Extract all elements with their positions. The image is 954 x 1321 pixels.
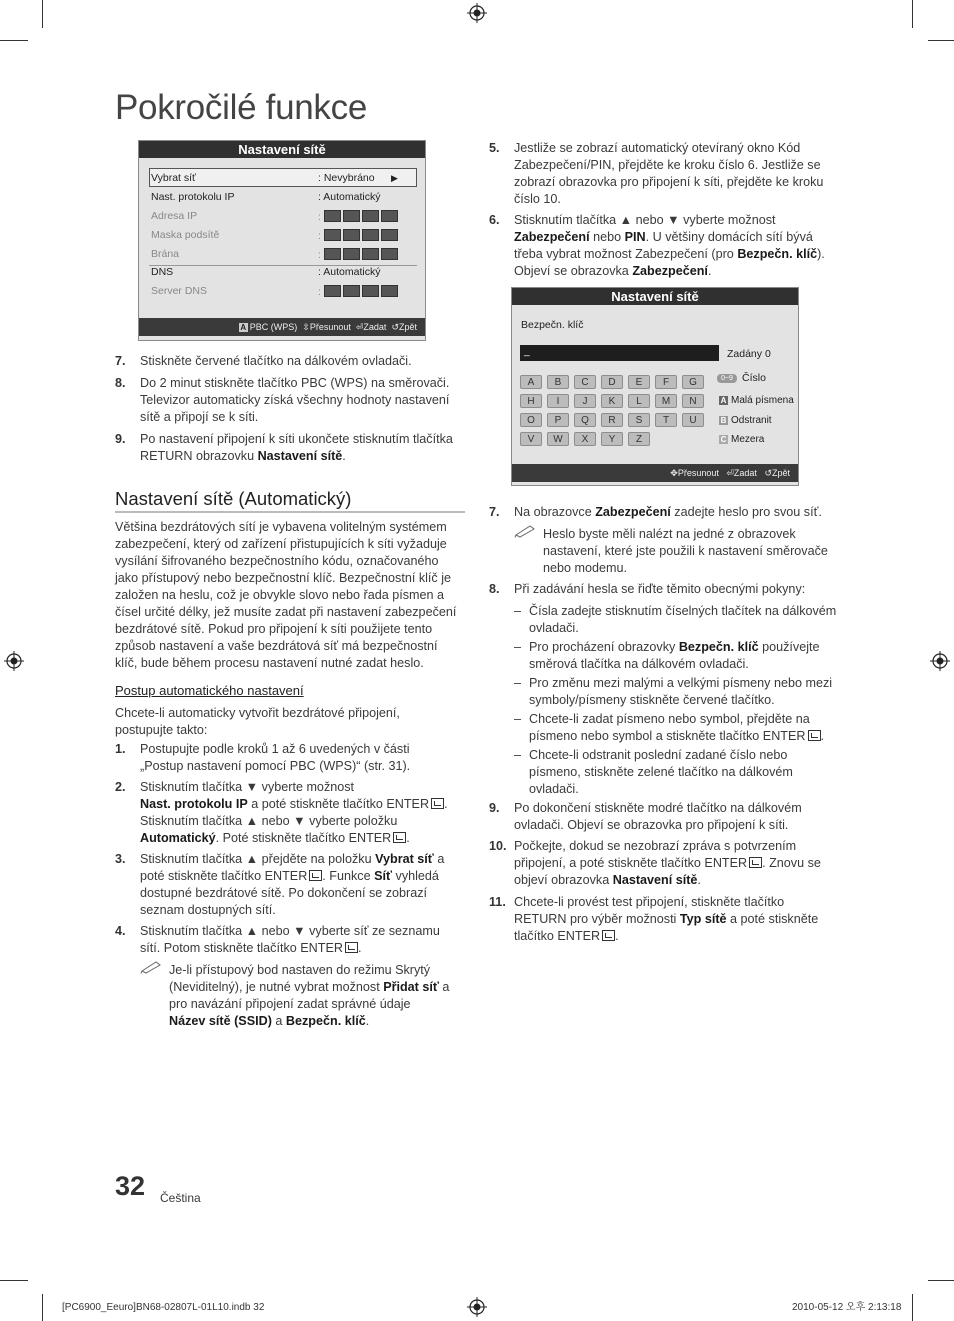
- bullet-text: symboly/písmeny stiskněte červené tlačítko.: [529, 693, 775, 707]
- key-t[interactable]: T: [655, 413, 677, 427]
- c-key-icon: C: [720, 435, 727, 444]
- network-settings-panel: [138, 140, 426, 341]
- step-number: 11.: [489, 895, 506, 909]
- paragraph-line: založen na heslu, což je obvykle slovo nebo řada písmen a: [115, 588, 445, 602]
- subsection-title: Postup automatického nastavení: [115, 683, 304, 698]
- bullet-text: ovladači.: [529, 621, 579, 635]
- paragraph-line: klíč, bude během procesu nastavení nutné zadat heslo.: [115, 656, 424, 670]
- bullet-text: ovladači.: [529, 782, 579, 796]
- step-text: Automatický. Poté stiskněte tlačítko ENTER .: [140, 831, 410, 845]
- key-d[interactable]: D: [601, 375, 623, 389]
- step-text: Stisknutím tlačítka ▲ nebo ▼ vyberte síť ze seznamu: [140, 924, 440, 938]
- security-key-input[interactable]: _: [520, 345, 719, 361]
- step-text: Po dokončení stiskněte modré tlačítko na dálkovém: [514, 801, 802, 815]
- entered-count: Zadány 0: [727, 348, 771, 360]
- note-pencil-icon: [514, 524, 536, 538]
- enter-icon: [393, 832, 406, 843]
- section-rule: [115, 511, 465, 513]
- step-number: 6.: [489, 213, 500, 227]
- a-key-icon: A: [240, 323, 247, 333]
- move-icon: ✥: [670, 468, 678, 478]
- row-label[interactable]: Vybrat síť: [151, 172, 196, 184]
- step-text: RETURN pro výběr možnosti Typ sítě a poté stiskněte: [514, 912, 819, 926]
- row-label[interactable]: DNS: [151, 266, 174, 278]
- step-text: sítě a připojí se k síti.: [140, 410, 259, 424]
- step-text: připojení, a poté stiskněte tlačítko ENTER . Znovu se: [514, 856, 821, 870]
- section-title: Nastavení sítě (Automatický): [115, 488, 352, 509]
- dns-server-boxes: :: [318, 284, 400, 299]
- enter-icon: [808, 730, 821, 741]
- note-text: nebo modemu.: [543, 561, 628, 575]
- bullet-text: Chcete-li zadat písmeno nebo symbol, přejděte na: [529, 712, 810, 726]
- row-label: Brána: [151, 248, 180, 260]
- key-p[interactable]: P: [547, 413, 569, 427]
- key-m[interactable]: M: [655, 394, 677, 408]
- key-k[interactable]: K: [601, 394, 623, 408]
- step-number: 4.: [115, 924, 126, 938]
- security-key-panel: [511, 287, 799, 486]
- enter-icon: [749, 857, 762, 868]
- return-icon: ↺: [391, 322, 399, 332]
- step-number: 10.: [489, 839, 507, 853]
- option-number: Číslo: [742, 372, 766, 384]
- key-u[interactable]: U: [682, 413, 704, 427]
- dash-bullet: –: [514, 676, 522, 690]
- key-y[interactable]: Y: [601, 432, 623, 446]
- gateway-boxes: :: [318, 247, 400, 262]
- note-text: Název sítě (SSID) a Bezpečn. klíč.: [169, 1014, 370, 1028]
- dash-bullet: –: [514, 604, 522, 618]
- crop-mark: [928, 1280, 954, 1281]
- step-text: Po nastavení připojení k síti ukončete stisknutím tlačítka: [140, 432, 453, 446]
- crop-mark: [0, 1280, 28, 1281]
- enter-icon: [431, 798, 444, 809]
- back-hint: Zpět: [771, 468, 790, 478]
- number-badge-icon: 0~9: [717, 374, 737, 383]
- return-icon: ↺: [764, 468, 772, 478]
- step-number: 9.: [115, 432, 126, 446]
- step-text: „Postup nastavení pomocí PBC (WPS)“ (str. 31).: [140, 759, 411, 773]
- file-name: [PC6900_Eeuro]BN68-02807L-01L10.indb 32: [62, 1302, 265, 1313]
- option-delete: Odstranit: [731, 415, 772, 426]
- note-text: (Neviditelný), je nutné vybrat možnost Přidat síť a: [169, 980, 450, 994]
- move-icon: ⇳: [302, 322, 310, 332]
- key-w[interactable]: W: [547, 432, 569, 446]
- dash-bullet: –: [514, 712, 522, 726]
- subnet-mask-boxes: :: [318, 228, 400, 243]
- row-label: Maska podsítě: [151, 229, 220, 241]
- paragraph-line: čísel určité délky, jež musíte zadat při nastavení zabezpečení: [115, 605, 457, 619]
- registration-mark-icon: [930, 651, 950, 671]
- intro-line: postupujte takto:: [115, 723, 208, 737]
- enter-icon: [345, 942, 358, 953]
- key-n[interactable]: N: [682, 394, 704, 408]
- bullet-text: Pro změnu mezi malými a velkými písmeny nebo mezi: [529, 676, 833, 690]
- step-text: Při zadávání hesla se řiďte těmito obecnými pokyny:: [514, 582, 806, 596]
- step-text: Zabezpečení nebo PIN. U většiny domácích sítí bývá: [514, 230, 813, 244]
- step-number: 8.: [489, 582, 500, 596]
- key-v[interactable]: V: [520, 432, 542, 446]
- paragraph-line: jako přístupový nebo bezpečnostní klíč. Bezpečnostní klíč je: [115, 571, 452, 585]
- enter-icon: [602, 930, 615, 941]
- intro-line: Chcete-li automaticky vytvořit bezdrátové připojení,: [115, 706, 400, 720]
- row-label[interactable]: Nast. protokolu IP: [151, 191, 235, 203]
- bullet-text: písmeno, stiskněte zelené tlačítko na dálkovém: [529, 765, 793, 779]
- crop-mark: [912, 1294, 913, 1321]
- row-value: : Automatický: [318, 191, 381, 203]
- print-date: 2010-05-12 오후 2:13:18: [792, 1302, 902, 1313]
- note-text: pro navázání připojení zadat správné údaje: [169, 997, 411, 1011]
- move-hint: Přesunout: [677, 468, 719, 478]
- step-text: Stisknutím tlačítka ▲ přejděte na položku Vybrat síť a: [140, 852, 445, 866]
- step-number: 9.: [489, 801, 500, 815]
- key-l[interactable]: L: [628, 394, 650, 408]
- bullet-text: písmeno nebo symbol a stiskněte tlačítko ENTER .: [529, 729, 824, 743]
- bullet-text: Chcete-li odstranit poslední zadané číslo nebo: [529, 748, 788, 762]
- paragraph-line: zabezpečení, který od zařízení přistupujících k síti vyžaduje: [115, 537, 447, 551]
- dash-bullet: –: [514, 748, 522, 762]
- key-z[interactable]: Z: [628, 432, 650, 446]
- key-h[interactable]: H: [520, 394, 542, 408]
- enter-icon: ⏎: [726, 468, 734, 478]
- step-text: Zabezpečení/PIN, přejděte ke kroku číslo 6. Jestliže se: [514, 158, 821, 172]
- step-text: Objeví se obrazovka Zabezpečení.: [514, 264, 712, 278]
- step-text: RETURN obrazovku Nastavení sítě.: [140, 449, 346, 463]
- step-text: Stisknutím tlačítka ▲ nebo ▼ vyberte položku: [140, 814, 398, 828]
- step-text: Televizor automaticky získá všechny hodnoty nastavení: [140, 393, 450, 407]
- bullet-text: Pro procházení obrazovky Bezpečn. klíč používejte: [529, 640, 820, 654]
- step-text: dostupné bezdrátové sítě. Po dokončení se zobrazí: [140, 886, 428, 900]
- key-o[interactable]: O: [520, 413, 542, 427]
- step-text: třeba vybrat možnost Zabezpečení (pro Bezpečn. klíč).: [514, 247, 825, 261]
- key-s[interactable]: S: [628, 413, 650, 427]
- step-text: ovladači. Objeví se obrazovka pro připojení k síti.: [514, 818, 789, 832]
- step-text: zobrazí obrazovka pro připojení k síti, přejděte ke kroku: [514, 175, 824, 189]
- b-key-icon: B: [720, 416, 727, 425]
- step-number: 2.: [115, 780, 126, 794]
- step-text: seznam dostupných sítí.: [140, 903, 276, 917]
- paragraph-line: bezdrátové sítě. Pokud pro připojení k síti použijete tento: [115, 622, 433, 636]
- enter-icon: ⏎: [355, 322, 364, 332]
- option-space: Mezera: [731, 434, 765, 445]
- row-value: : Automatický: [318, 266, 381, 278]
- dash-bullet: –: [514, 640, 522, 654]
- step-text: objeví obrazovka Nastavení sítě.: [514, 873, 701, 887]
- step-text: tlačítko ENTER .: [514, 929, 619, 943]
- enter-hint: Zadat: [733, 468, 757, 478]
- back-hint: Zpět: [398, 322, 417, 332]
- crop-mark: [928, 40, 954, 41]
- paragraph-line: vysílání šifrovaného bezpečnostního kódu, označovaného: [115, 554, 439, 568]
- key-x[interactable]: X: [574, 432, 596, 446]
- pbc-hint: PBC (WPS): [249, 322, 298, 332]
- row-label: Adresa IP: [151, 210, 198, 222]
- note-text: nastavení, které jste použili k nastavení směrovače: [543, 544, 828, 558]
- page-number: 32: [115, 1171, 146, 1201]
- step-text: Stisknutím tlačítka ▲ nebo ▼ vyberte možnost: [514, 213, 776, 227]
- key-g[interactable]: G: [682, 375, 704, 389]
- step-number: 1.: [115, 742, 126, 756]
- enter-icon: [309, 870, 322, 881]
- note-pencil-icon: [140, 960, 162, 974]
- key-e[interactable]: E: [628, 375, 650, 389]
- key-c[interactable]: C: [574, 375, 596, 389]
- step-text: Nast. protokolu IP a poté stiskněte tlačítko ENTER .: [140, 797, 448, 811]
- panel-title: Nastavení sítě: [139, 141, 425, 158]
- crop-mark: [42, 1294, 43, 1321]
- key-i[interactable]: I: [547, 394, 569, 408]
- registration-mark-icon: [467, 3, 487, 23]
- key-r[interactable]: R: [601, 413, 623, 427]
- panel-footer: [139, 318, 425, 336]
- row-label: Server DNS: [151, 285, 208, 297]
- step-text: poté stiskněte tlačítko ENTER . Funkce Síť vyhledá: [140, 869, 439, 883]
- panel-footer: [512, 464, 798, 482]
- step-text: Stisknutím tlačítka ▼ vyberte možnost: [140, 780, 355, 794]
- move-hint: Přesunout: [309, 322, 351, 332]
- step-text: Postupujte podle kroků 1 až 6 uvedených v části: [140, 742, 410, 756]
- crop-mark: [42, 0, 43, 28]
- ip-address-boxes: :: [318, 209, 400, 224]
- note-text: Heslo byste měli nalézt na jedné z obrazovek: [543, 527, 796, 541]
- option-lowercase: Malá písmena: [731, 395, 794, 406]
- enter-hint: Zadat: [363, 322, 387, 332]
- panel-title: Nastavení sítě: [512, 288, 798, 305]
- step-text: Do 2 minut stiskněte tlačítko PBC (WPS) na směrovači.: [140, 376, 450, 390]
- step-text: Na obrazovce Zabezpečení zadejte heslo pro svou síť.: [514, 505, 822, 519]
- step-text: sítí. Potom stiskněte tlačítko ENTER .: [140, 941, 362, 955]
- key-f[interactable]: F: [655, 375, 677, 389]
- key-b[interactable]: B: [547, 375, 569, 389]
- a-key-icon: A: [720, 396, 727, 405]
- paragraph-line: Většina bezdrátových sítí je vybavena volitelným systémem: [115, 520, 447, 534]
- registration-mark-icon: [4, 651, 24, 671]
- row-value: : Nevybráno: [318, 172, 375, 184]
- note-text: Je-li přístupový bod nastaven do režimu Skrytý: [169, 963, 431, 977]
- key-j[interactable]: J: [574, 394, 596, 408]
- crop-mark: [0, 40, 28, 41]
- key-q[interactable]: Q: [574, 413, 596, 427]
- step-text: Počkejte, dokud se nezobrazí zpráva s potvrzením: [514, 839, 797, 853]
- step-number: 5.: [489, 141, 500, 155]
- step-text: Jestliže se zobrazí automatický otevíraný okno Kód: [514, 141, 801, 155]
- step-text: Chcete-li provést test připojení, stiskněte tlačítko: [514, 895, 785, 909]
- step-number: 8.: [115, 376, 126, 390]
- security-key-label: Bezpečn. klíč: [521, 319, 584, 331]
- paragraph-line: způsob nastavení a vaše bezdrátová síť má bezpečnostní: [115, 639, 438, 653]
- language-label: Čeština: [160, 1191, 201, 1205]
- crop-mark: [912, 0, 913, 28]
- registration-mark-icon: [467, 1297, 487, 1317]
- arrow-right-icon: ▶: [391, 173, 398, 183]
- bullet-text: Čísla zadejte stisknutím číselných tlačítek na dálkovém: [529, 604, 837, 618]
- bullet-text: směrová tlačítka na dálkovém ovladači.: [529, 657, 749, 671]
- page-title: Pokročilé funkce: [115, 88, 367, 127]
- step-number: 7.: [489, 505, 500, 519]
- key-a[interactable]: A: [520, 375, 542, 389]
- step-text: číslo 10.: [514, 192, 561, 206]
- step-number: 3.: [115, 852, 126, 866]
- step-number: 7.: [115, 354, 126, 368]
- step-text: Stiskněte červené tlačítko na dálkovém ovladači.: [140, 354, 412, 368]
